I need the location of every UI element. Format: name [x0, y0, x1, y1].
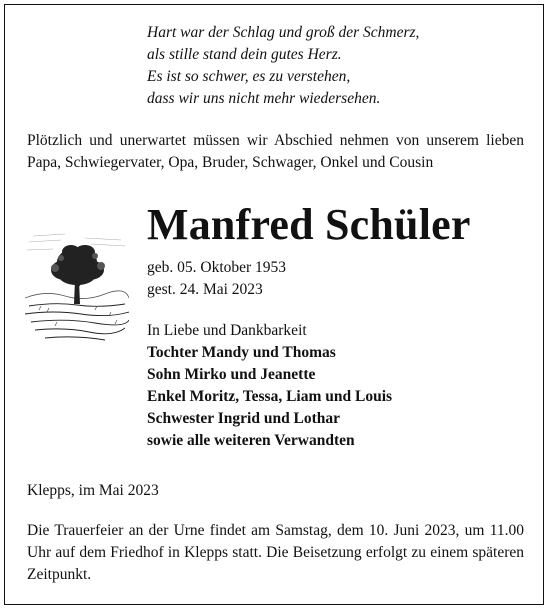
- tree-landscape-icon: [25, 228, 129, 346]
- mourners-list: [147, 320, 392, 452]
- life-dates: [147, 257, 286, 301]
- poem-line: Hart war der Schlag und groß der Schmerz,: [147, 24, 420, 41]
- birth-date: geb. 05. Oktober 1953: [147, 259, 287, 276]
- intro-text: Plötzlich und unerwartet müssen wir Abschied nehmen von unserem lieben Papa, Schwiegervater, Opa, Bruder, Schwager, Onkel und Cousin: [27, 132, 524, 171]
- mourner-line: Enkel Moritz, Tessa, Liam und Louis: [147, 388, 393, 405]
- deceased-name: Manfred Schüler: [147, 200, 471, 249]
- poem-line: dass wir uns nicht mehr wiedersehen.: [147, 90, 381, 107]
- mourner-line: sowie alle weiteren Verwandten: [147, 432, 355, 449]
- funeral-notice: Die Trauerfeier an der Urne findet am Samstag, dem 10. Juni 2023, um 11.00 Uhr auf dem Friedhof in Klepps statt. Die Beisetzung erfolgt zu einem späteren Zeitpunkt.: [27, 522, 524, 583]
- death-date: gest. 24. Mai 2023: [147, 281, 263, 298]
- mourners-intro: In Liebe und Dankbarkeit: [147, 322, 307, 339]
- mourner-line: Tochter Mandy und Thomas: [147, 344, 336, 361]
- poem-line: Es ist so schwer, es zu verstehen,: [147, 68, 351, 85]
- memorial-poem: [147, 22, 419, 110]
- mourner-line: Schwester Ingrid und Lothar: [147, 410, 341, 427]
- place-and-date: Klepps, im Mai 2023: [27, 482, 159, 499]
- poem-line: als stille stand dein gutes Herz.: [147, 46, 342, 63]
- mourner-line: Sohn Mirko und Jeanette: [147, 366, 316, 383]
